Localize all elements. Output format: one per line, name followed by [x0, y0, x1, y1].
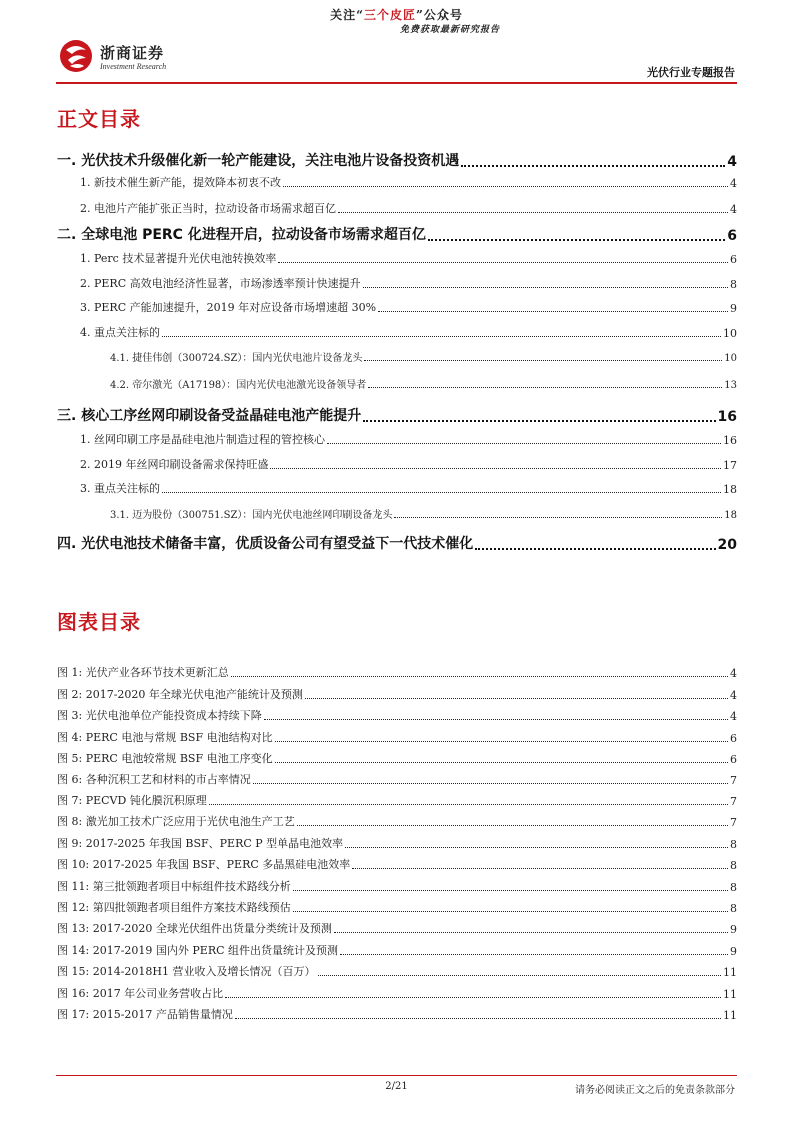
toc-item[interactable] — [110, 506, 737, 521]
figure-item-page: 11 — [723, 988, 737, 1001]
toc-item-text: 三. 核心工序丝网印刷设备受益晶硅电池产能提升 — [57, 408, 362, 424]
figure-leader-dots — [334, 932, 728, 933]
figure-item[interactable] — [57, 920, 737, 936]
toc-leader-dots — [461, 165, 725, 167]
figure-item[interactable] — [57, 771, 737, 787]
toc-item[interactable] — [80, 250, 737, 266]
figure-item[interactable] — [57, 750, 737, 766]
toc-item[interactable] — [57, 224, 737, 244]
toc-item[interactable] — [110, 376, 737, 391]
toc-item-page: 6 — [730, 253, 737, 266]
toc-leader-dots — [278, 262, 728, 263]
figure-item[interactable] — [57, 963, 737, 979]
toc-item[interactable] — [57, 405, 737, 425]
toc-item-text: 1. Perc 技术显著提升光伏电池转换效率 — [80, 252, 277, 265]
footer-divider — [56, 1075, 737, 1076]
toc-item[interactable] — [80, 324, 737, 340]
figure-item-page: 6 — [730, 753, 737, 766]
toc-item-text: 1. 新技术催生新产能，提效降本初衷不改 — [80, 176, 281, 189]
figure-item-text: 图 14: 2017-2019 国内外 PERC 组件出货量统计及预测 — [57, 944, 339, 957]
promo-subtitle: 免费获取最新研究报告 — [400, 25, 501, 35]
toc-item-text: 2. PERC 高效电池经济性显著，市场渗透率预计快速提升 — [80, 277, 361, 290]
figure-item-page: 8 — [730, 838, 737, 851]
toc-leader-dots — [394, 517, 722, 518]
figure-item-text: 图 4: PERC 电池与常规 BSF 电池结构对比 — [57, 731, 273, 744]
toc-item[interactable] — [57, 150, 737, 170]
figure-leader-dots — [209, 804, 728, 805]
figure-item-page: 8 — [730, 859, 737, 872]
toc-item-text: 二. 全球电池 PERC 化进程开启，拉动设备市场需求超百亿 — [57, 227, 426, 243]
figure-item-page: 9 — [730, 923, 737, 936]
figure-item-page: 6 — [730, 732, 737, 745]
toc-item-page: 16 — [723, 434, 737, 447]
toc-leader-dots — [368, 387, 722, 388]
figure-item-page: 8 — [730, 881, 737, 894]
figure-item-text: 图 1: 光伏产业各环节技术更新汇总 — [57, 666, 229, 679]
figure-item-page: 7 — [730, 816, 737, 829]
toc-item[interactable] — [80, 200, 737, 216]
figure-item-text: 图 16: 2017 年公司业务营收占比 — [57, 987, 224, 1000]
figure-item[interactable] — [57, 878, 737, 894]
figure-leader-dots — [293, 890, 728, 891]
toc-leader-dots — [162, 336, 721, 337]
figure-item[interactable] — [57, 856, 737, 872]
toc-item-page: 10 — [723, 327, 737, 340]
figure-item-text: 图 10: 2017-2025 年我国 BSF、PERC 多晶黑硅电池效率 — [57, 858, 351, 871]
toc-leader-dots — [364, 360, 722, 361]
toc-item-page: 4 — [730, 203, 737, 216]
figure-leader-dots — [293, 911, 728, 912]
page-number: 2/21 — [385, 1081, 408, 1092]
figure-item-text: 图 2: 2017-2020 年全球光伏电池产能统计及预测 — [57, 688, 303, 701]
figure-item-page: 11 — [723, 1009, 737, 1022]
toc-item-text: 四. 光伏电池技术储备丰富，优质设备公司有望受益下一代技术催化 — [57, 536, 474, 552]
toc-item-page: 18 — [723, 483, 737, 496]
toc-item[interactable] — [80, 275, 737, 291]
figure-item-text: 图 15: 2014-2018H1 营业收入及增长情况（百万） — [57, 965, 316, 978]
brand-name-en: Investment Research — [100, 62, 167, 71]
figure-item-page: 7 — [730, 774, 737, 787]
promo-banner — [0, 6, 793, 23]
toc-item-page: 13 — [724, 380, 737, 391]
figures-title: 图表目录 — [57, 610, 141, 634]
toc-item-text: 3.1. 迈为股份（300751.SZ）：国内光伏电池丝网印刷设备龙头 — [110, 510, 393, 521]
figure-item[interactable] — [57, 942, 737, 958]
figure-item-text: 图 7: PECVD 钝化膜沉积原理 — [57, 794, 207, 807]
toc-leader-dots — [338, 212, 728, 213]
brand-logo-icon — [58, 38, 96, 74]
figure-item-text: 图 13: 2017-2020 全球光伏组件出货量分类统计及预测 — [57, 922, 332, 935]
figure-item-page: 4 — [730, 689, 737, 702]
figure-leader-dots — [235, 1018, 721, 1019]
toc-leader-dots — [475, 548, 715, 550]
disclaimer-note: 请务必阅读正文之后的免责条款部分 — [575, 1085, 735, 1096]
toc-leader-dots — [162, 492, 721, 493]
toc-item-page: 6 — [727, 228, 737, 244]
toc-title: 正文目录 — [57, 107, 141, 131]
promo-highlight: 三个皮匠 — [363, 8, 416, 22]
promo-suffix: ”公众号 — [416, 8, 463, 22]
figure-leader-dots — [345, 847, 728, 848]
figure-leader-dots — [340, 954, 728, 955]
figure-item-text: 图 12: 第四批领跑者项目组件方案技术路线预估 — [57, 901, 291, 914]
brand-name-cn: 浙商证券 — [100, 44, 165, 62]
figure-leader-dots — [275, 741, 728, 742]
toc-item-page: 16 — [717, 409, 737, 425]
figure-item-page: 9 — [730, 945, 737, 958]
figure-item[interactable] — [57, 686, 737, 702]
figure-item[interactable] — [57, 985, 737, 1001]
toc-item[interactable] — [80, 299, 737, 315]
promo-prefix: 关注“ — [330, 8, 364, 22]
toc-leader-dots — [283, 186, 728, 187]
figure-leader-dots — [225, 997, 721, 998]
figure-item-page: 4 — [730, 667, 737, 680]
figure-item-page: 7 — [730, 795, 737, 808]
figure-item[interactable] — [57, 813, 737, 829]
figure-item-text: 图 11: 第三批领跑者项目中标组件技术路线分析 — [57, 880, 291, 893]
figure-item-text: 图 3: 光伏电池单位产能投资成本持续下降 — [57, 709, 262, 722]
header-divider — [56, 82, 737, 84]
figure-item[interactable] — [57, 1006, 737, 1022]
toc-item-page: 17 — [723, 459, 737, 472]
toc-item[interactable] — [110, 349, 737, 364]
figure-leader-dots — [231, 676, 728, 677]
figure-leader-dots — [253, 783, 728, 784]
toc-leader-dots — [363, 420, 715, 422]
toc-item-text: 一. 光伏技术升级催化新一轮产能建设，关注电池片设备投资机遇 — [57, 153, 460, 169]
toc-item-page: 10 — [724, 353, 737, 364]
brand-logo — [58, 38, 198, 74]
figure-leader-dots — [318, 975, 722, 976]
figure-item-text: 图 8: 激光加工技术广泛应用于光伏电池生产工艺 — [57, 815, 295, 828]
figure-leader-dots — [264, 719, 728, 720]
toc-leader-dots — [428, 239, 725, 241]
toc-item-text: 3. 重点关注标的 — [80, 482, 160, 495]
toc-item-text: 4. 重点关注标的 — [80, 326, 160, 339]
figure-item-page: 11 — [723, 966, 737, 979]
toc-leader-dots — [363, 287, 728, 288]
toc-item-text: 4.1. 捷佳伟创（300724.SZ）：国内光伏电池片设备龙头 — [110, 353, 363, 364]
figure-leader-dots — [352, 868, 728, 869]
toc-item-text: 2. 电池片产能扩张正当时，拉动设备市场需求超百亿 — [80, 202, 336, 215]
toc-item-page: 8 — [730, 278, 737, 291]
figure-leader-dots — [297, 825, 728, 826]
figure-leader-dots — [305, 698, 728, 699]
toc-item-text: 4.2. 帝尔激光（A17198）：国内光伏电池激光设备领导者 — [110, 380, 367, 391]
toc-item-text: 2. 2019 年丝网印刷设备需求保持旺盛 — [80, 458, 269, 471]
figure-item-text: 图 6: 各种沉积工艺和材料的市占率情况 — [57, 773, 251, 786]
toc-item[interactable] — [57, 533, 737, 553]
report-type: 光伏行业专题报告 — [647, 66, 735, 79]
toc-leader-dots — [327, 443, 721, 444]
toc-item-text: 1. 丝网印刷工序是晶硅电池片制造过程的管控核心 — [80, 433, 325, 446]
figure-item-text: 图 9: 2017-2025 年我国 BSF、PERC P 型单晶电池效率 — [57, 837, 344, 850]
toc-item-text: 3. PERC 产能加速提升，2019 年对应设备市场增速超 30% — [80, 301, 377, 314]
figure-item-text: 图 17: 2015-2017 产品销售量情况 — [57, 1008, 233, 1021]
toc-item[interactable] — [80, 431, 737, 447]
figure-item[interactable] — [57, 664, 737, 680]
figure-item[interactable] — [57, 792, 737, 808]
figure-leader-dots — [275, 762, 728, 763]
toc-item-page: 18 — [724, 510, 737, 521]
figure-item[interactable] — [57, 899, 737, 915]
toc-item-page: 20 — [717, 537, 737, 553]
figure-item[interactable] — [57, 835, 737, 851]
figure-item[interactable] — [57, 729, 737, 745]
toc-item[interactable] — [80, 480, 737, 496]
figure-item-text: 图 5: PERC 电池较常规 BSF 电池工序变化 — [57, 752, 273, 765]
toc-leader-dots — [270, 468, 721, 469]
toc-item-page: 9 — [730, 302, 737, 315]
figure-item-page: 8 — [730, 902, 737, 915]
toc-item[interactable] — [80, 174, 737, 190]
figure-item[interactable] — [57, 707, 737, 723]
toc-leader-dots — [378, 311, 728, 312]
toc-item[interactable] — [80, 456, 737, 472]
toc-item-page: 4 — [730, 177, 737, 190]
toc-item-page: 4 — [727, 154, 737, 170]
figure-item-page: 4 — [730, 710, 737, 723]
